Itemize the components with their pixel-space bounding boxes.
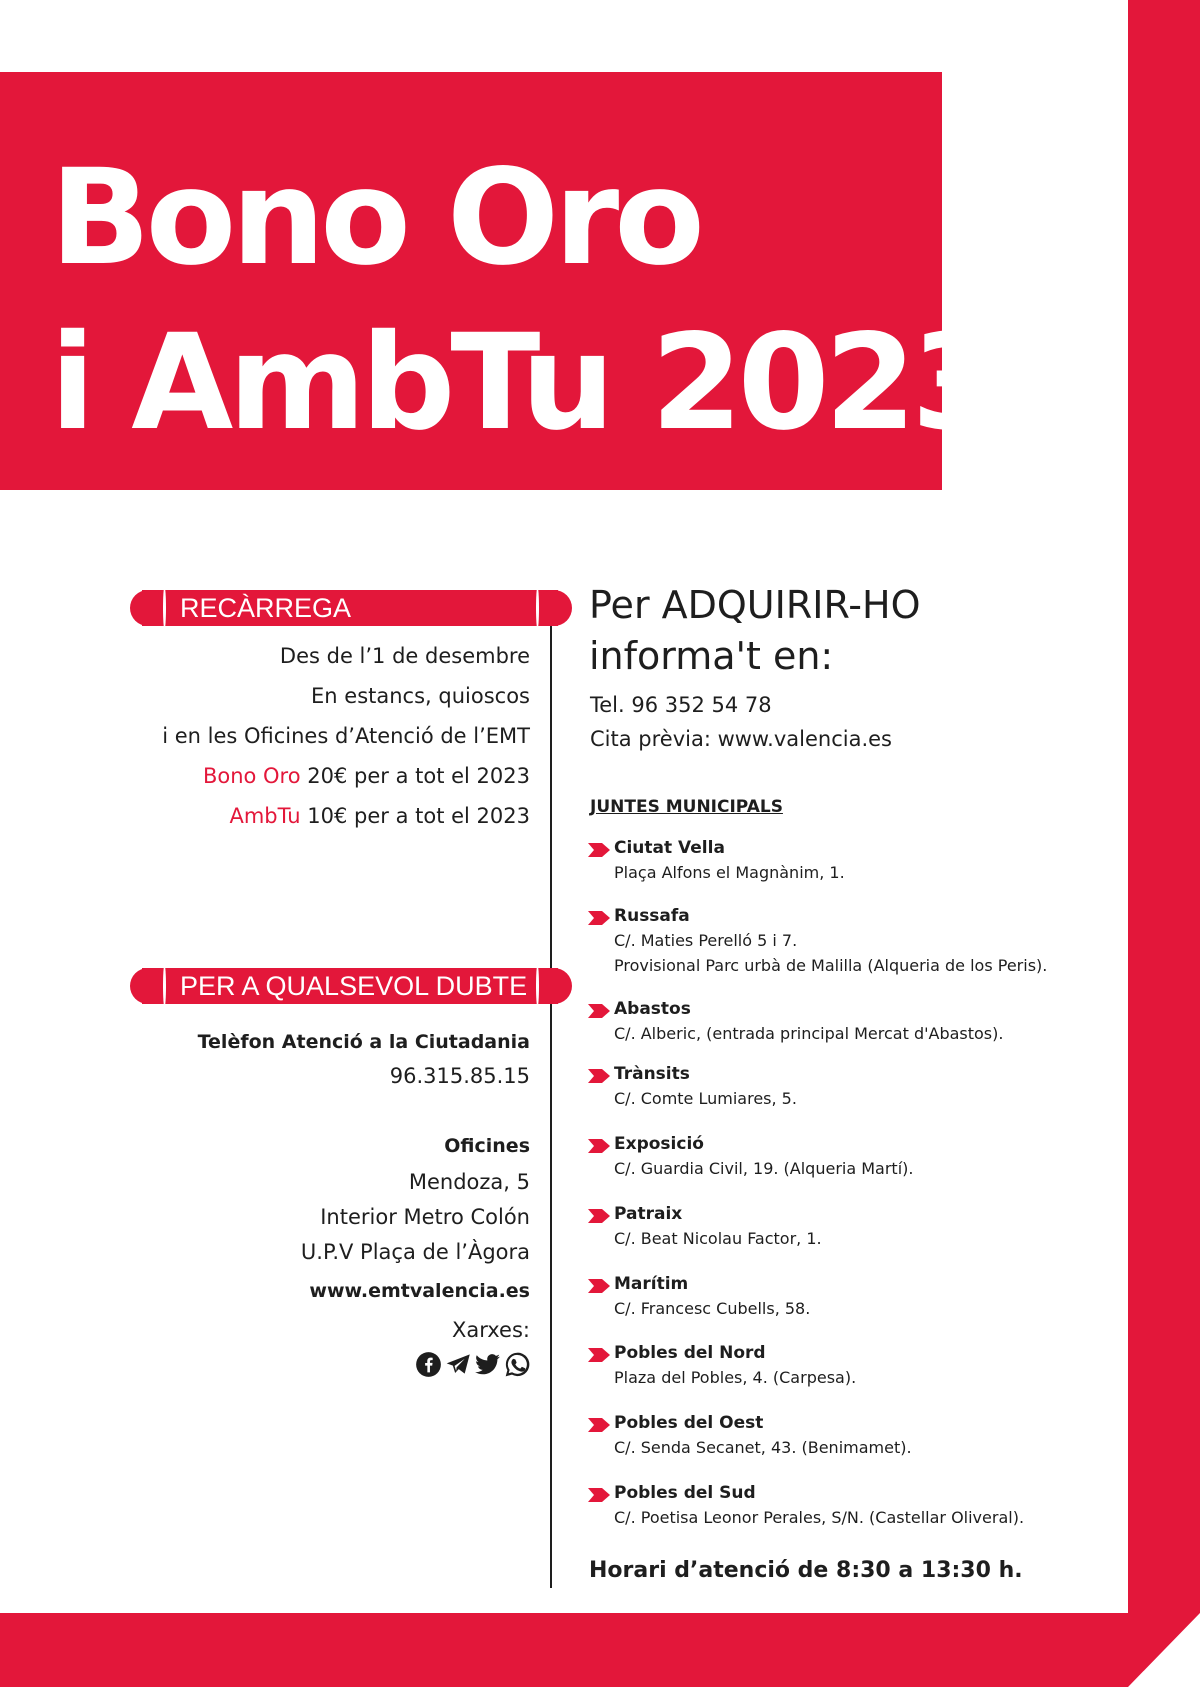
acquire-heading-1: Per ADQUIRIR-HO: [589, 583, 921, 627]
arrow-bullet-icon: [588, 911, 610, 925]
bono-oro-price: [203, 762, 530, 790]
arrow-bullet-icon: [588, 1004, 610, 1018]
arrow-bullet-icon: [588, 1279, 610, 1293]
recarrega-heading: RECÀRREGA: [180, 593, 352, 623]
junta-address: C/. Beat Nicolau Factor, 1.: [614, 1229, 822, 1248]
bottom-frame-band: [0, 1613, 1200, 1687]
bono-oro-name: Bono Oro: [202, 764, 301, 788]
office-1: Mendoza, 5: [408, 1170, 530, 1194]
arrow-bullet-icon: [588, 1209, 610, 1223]
junta-name: Trànsits: [614, 1064, 690, 1084]
ambtu-price: [229, 802, 530, 830]
arrow-bullet-icon: [588, 1069, 610, 1083]
bono-oro-price-text: 20€ per a tot el 2023: [307, 764, 530, 788]
facebook-icon[interactable]: [415, 1351, 442, 1378]
office-2: Interior Metro Colón: [320, 1205, 530, 1229]
website-link[interactable]: www.emtvalencia.es: [309, 1280, 530, 1302]
whatsapp-icon[interactable]: [504, 1351, 531, 1378]
ambtu-name: AmbTu: [229, 804, 301, 828]
junta-address: C/. Comte Lumiares, 5.: [614, 1089, 797, 1108]
recarrega-line-1: Des de l’1 de desembre: [279, 644, 530, 668]
networks-label: Xarxes:: [451, 1318, 530, 1342]
title-block: [0, 72, 999, 490]
junta-name: Ciutat Vella: [614, 838, 725, 858]
junta-address: C/. Poetisa Leonor Perales, S/N. (Castellar Oliveral).: [614, 1508, 1025, 1527]
acquire-cita[interactable]: Cita prèvia: www.valencia.es: [590, 727, 892, 751]
junta-address: C/. Guardia Civil, 19. (Alqueria Martí).: [614, 1159, 914, 1178]
phone-number[interactable]: 96.315.85.15: [389, 1064, 530, 1088]
corner-cut: [1128, 1613, 1200, 1687]
junta-address: C/. Francesc Cubells, 58.: [614, 1299, 811, 1318]
dubte-heading: PER A QUALSEVOL DUBTE: [180, 971, 528, 1001]
arrow-bullet-icon: [588, 1418, 610, 1432]
junta-address: Plaça Alfons el Magnànim, 1.: [614, 863, 845, 882]
junta-name: Pobles del Oest: [614, 1413, 764, 1433]
recarrega-header: [130, 590, 572, 626]
twitter-icon[interactable]: [474, 1351, 501, 1378]
office-3: U.P.V Plaça de l’Àgora: [300, 1240, 530, 1264]
dubte-header: [130, 968, 572, 1004]
acquire-heading-2: informa't en:: [589, 634, 834, 678]
offices-label: Oficines: [444, 1135, 530, 1157]
junta-name: Exposició: [614, 1134, 704, 1154]
telegram-icon[interactable]: [445, 1351, 472, 1378]
junta-name: Russafa: [614, 906, 690, 926]
phone-label: Telèfon Atenció a la Ciutadania: [197, 1031, 530, 1053]
junta-name: Marítim: [614, 1274, 689, 1294]
junta-address: C/. Senda Secanet, 43. (Benimamet).: [614, 1438, 912, 1457]
right-frame-bar: [1128, 0, 1200, 1687]
arrow-bullet-icon: [588, 1348, 610, 1362]
arrow-bullet-icon: [588, 1139, 610, 1153]
arrow-bullet-icon: [588, 1488, 610, 1502]
junta-name: Pobles del Sud: [614, 1483, 756, 1503]
junta-address: Plaza del Pobles, 4. (Carpesa).: [614, 1368, 857, 1387]
social-icons: [415, 1351, 533, 1379]
arrow-bullet-icon: [588, 843, 610, 857]
junta-address: C/. Maties Perelló 5 i 7.: [614, 931, 798, 950]
acquire-phone[interactable]: Tel. 96 352 54 78: [590, 693, 772, 717]
junta-name: Pobles del Nord: [614, 1343, 766, 1363]
junta-address: C/. Alberic, (entrada principal Mercat d'Abastos).: [614, 1024, 1004, 1043]
junta-name: Abastos: [614, 999, 691, 1019]
opening-hours: Horari d’atenció de 8:30 a 13:30 h.: [589, 1558, 1023, 1583]
ambtu-price-text: 10€ per a tot el 2023: [307, 804, 530, 828]
page-title-line-2: i AmbTu 2023: [50, 306, 999, 460]
junta-name: Patraix: [614, 1204, 683, 1224]
recarrega-line-2: En estancs, quioscos: [311, 684, 530, 708]
recarrega-line-3: i en les Oficines d’Atenció de l’EMT: [162, 724, 530, 748]
junta-address-2: Provisional Parc urbà de Malilla (Alqueria de los Peris).: [614, 956, 1048, 975]
column-divider: [550, 600, 552, 1588]
page-title-line-1: Bono Oro: [50, 141, 700, 295]
juntes-heading: JUNTES MUNICIPALS: [590, 797, 783, 817]
